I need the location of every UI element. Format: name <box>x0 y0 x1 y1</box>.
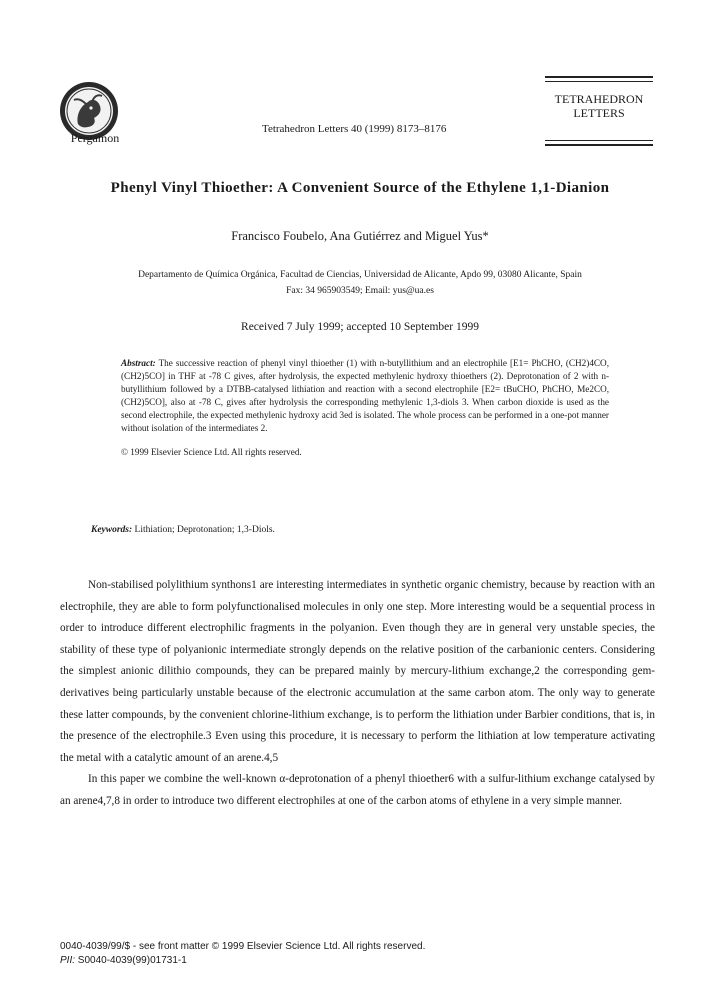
page-footer <box>60 940 660 968</box>
body-text <box>60 575 655 813</box>
header-rule <box>545 76 653 78</box>
journal-name-line: TETRAHEDRON <box>554 92 644 106</box>
affiliation-address: Departamento de Química Orgánica, Facultad de Ciencias, Universidad de Alicante, Apdo 99, 03080 Alicante, Spain <box>138 270 582 280</box>
front-matter-notice: 0040-4039/99/$ - see front matter © 1999 Elsevier Science Ltd. All rights reserved. <box>60 941 426 952</box>
body-paragraph: Non-stabilised polylithium synthons1 are interesting intermediates in synthetic organic chemistry, because by reaction with an electrophile, they are able to form polyfunctionalised molecules in only one step. More interesting would be a sequential process in order to introduce different electrophilic fragments in the polyanion. Even though they are in general very unstable species, the stability of these type of polyanionic intermediate strongly depends on the relative position of the carbanionic centers. Considering the simplest anionic dilithio compounds, they can be prepared mainly by mercury-lithium exchange,2 the corresponding gem-derivatives being particularly unstable because of the electronic accumulation at the same carbon atom. The only way to generate these latter compounds, by the convenient chlorine-lithium exchange, is to perform the lithiation under Barbier conditions, that is, in the presence of the electrophile.3 Even using this procedure, it is necessary to perform the lithiation at low temperature activating the metal with a catalytic amount of an arene.4,5 <box>60 579 655 764</box>
keywords-text: Lithiation; Deprotonation; 1,3-Diols. <box>132 525 275 535</box>
pii-value: S0040-4039(99)01731-1 <box>75 955 187 966</box>
header-rule <box>545 140 653 141</box>
article-title: Phenyl Vinyl Thioether: A Convenient Source of the Ethylene 1,1-Dianion <box>110 180 610 196</box>
keywords <box>91 525 631 535</box>
abstract-text: The successive reaction of phenyl vinyl thioether (1) with n-butyllithium and an electrophile [E1= PhCHO, (CH2)4CO, (CH2)5CO] in THF at -78 C gives, after hydrolysis, the expected methylenic hydroxy thioethers (2). Deprotonation of 2 with n-butyllithium followed by a DTBB-catalysed lithiation and reaction with a second electrophile [E2= tBuCHO, PhCHO, Me2CO, (CH2)5CO], also at -78 C, gives after hydrolysis the corresponding methylenic 1,3-diols 3. When carbon dioxide is used as the second electrophile, the expected methylenic hydroxy acid 3ed is isolated. The whole process can be performed in a one-pot manner without isolation of the intermediates 2. <box>121 358 609 433</box>
body-paragraph: In this paper we combine the well-known α-deprotonation of a phenyl thioether6 with a sulfur-lithium exchange catalysed by an arene4,7,8 in order to introduce two different electrophiles at one of the carbon atoms of ethylene in a very simple manner. <box>60 773 655 807</box>
pii-label: PII: <box>60 955 76 966</box>
abstract <box>121 357 609 435</box>
header-rule <box>545 144 653 146</box>
journal-name-line: LETTERS <box>573 106 625 120</box>
article-authors: Francisco Foubelo, Ana Gutiérrez and Miguel Yus* <box>231 229 489 243</box>
affiliation-contact: Fax: 34 965903549; Email: yus@ua.es <box>286 286 434 296</box>
abstract-copyright: © 1999 Elsevier Science Ltd. All rights reserved. <box>121 447 302 457</box>
publisher-name: Pergamon <box>70 131 120 145</box>
abstract-label: Abstract: <box>121 358 156 368</box>
keywords-label: Keywords: <box>91 525 133 535</box>
author-affiliation <box>60 267 660 299</box>
journal-citation: Tetrahedron Letters 40 (1999) 8173–8176 <box>262 123 447 135</box>
journal-name <box>545 92 653 120</box>
header-rule <box>545 81 653 82</box>
received-dates: Received 7 July 1999; accepted 10 September 1999 <box>241 321 479 333</box>
pii-line <box>60 954 660 968</box>
